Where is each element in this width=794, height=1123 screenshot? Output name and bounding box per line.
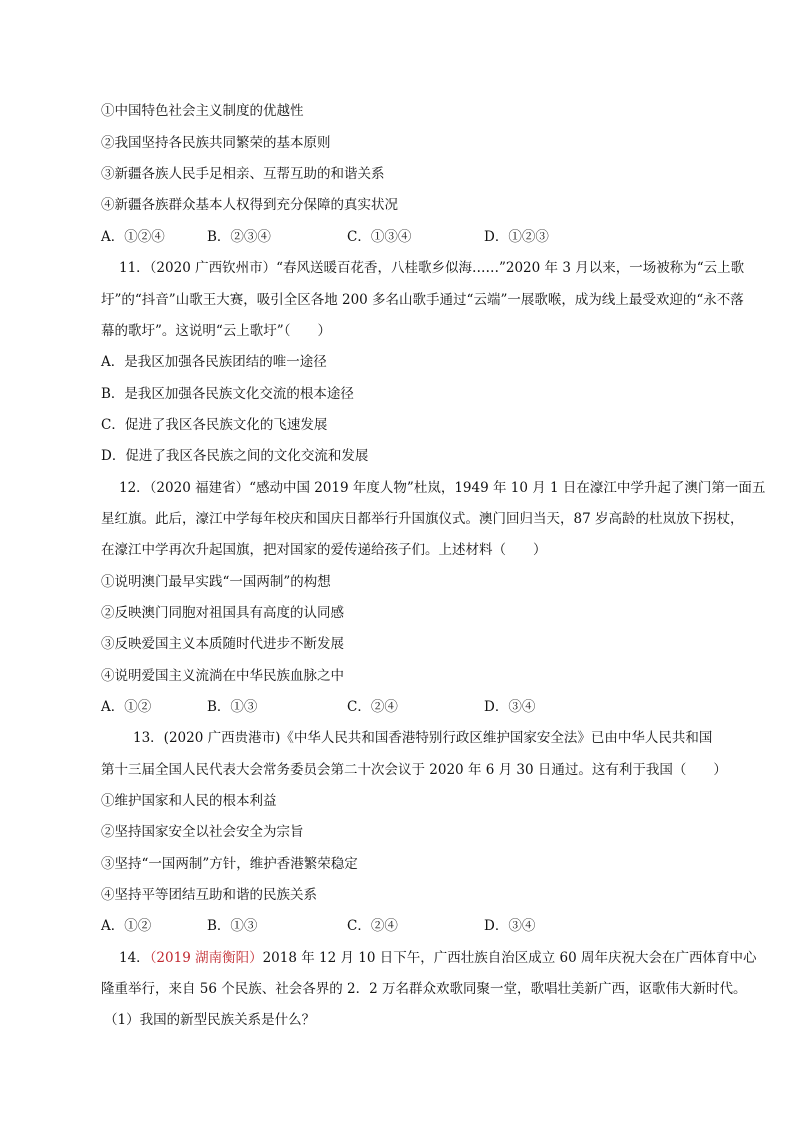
- q11-option-a: A．是我区加强各民族团结的唯一途径: [101, 354, 327, 370]
- q11-stem-line-2: 圩”的“抖音”山歌王大赛，吸引全区各地 200 多名山歌手通过“云端”一展歌喉，成为线上最受欢迎的“永不落: [101, 292, 744, 308]
- q13-item-3: ③坚持“一国两制”方针，维护香港繁荣稳定: [101, 856, 358, 872]
- q12-option-b: B．①③: [207, 699, 258, 715]
- q13-stem-line-1: 13．(2020 广西贵港市)《中华人民共和国香港特别行政区维护国家安全法》已由中华人民共和国: [133, 730, 713, 746]
- q11-stem-line-3: 幕的歌圩”。这说明“云上歌圩”（ ）: [101, 323, 331, 339]
- q10-item-4: ④新疆各族群众基本人权得到充分保障的真实状况: [101, 197, 398, 213]
- q10-option-d: D．①②③: [484, 229, 549, 245]
- q13-option-d: D．③④: [484, 918, 536, 934]
- q12-item-1: ①说明澳门最早实践“一国两制”的构想: [101, 574, 331, 590]
- q10-item-1: ①中国特色社会主义制度的优越性: [101, 103, 304, 119]
- q13-option-a: A．①②: [101, 918, 152, 934]
- q13-option-b: B．①③: [207, 918, 258, 934]
- q10-option-b: B．②③④: [207, 229, 271, 245]
- q12-item-4: ④说明爱国主义流淌在中华民族血脉之中: [101, 668, 344, 684]
- q11-option-c: C．促进了我区各民族文化的飞速发展: [101, 417, 328, 433]
- q13-stem-line-2: 第十三届全国人民代表大会常务委员会第二十次会议于 2020 年 6 月 30 日通过。这有利于我国（ ）: [101, 762, 727, 778]
- q13-item-4: ④坚持平等团结互助和谐的民族关系: [101, 887, 317, 903]
- q11-option-d: D．促进了我区各民族之间的文化交流和发展: [101, 448, 369, 464]
- q10-item-2: ②我国坚持各民族共同繁荣的基本原则: [101, 135, 331, 151]
- q12-option-a: A．①②: [101, 699, 152, 715]
- q12-stem-line-1: 12．（2020 福建省）“感动中国 2019 年度人物”杜岚，1949 年 10 月 1 日在濠江中学升起了澳门第一面五: [119, 480, 766, 496]
- q13-item-2: ②坚持国家安全以社会安全为宗旨: [101, 824, 304, 840]
- q11-option-b: B．是我区加强各民族文化交流的根本途径: [101, 386, 354, 402]
- q10-item-3: ③新疆各族人民手足相亲、互帮互助的和谐关系: [101, 166, 385, 182]
- q14-stem-line-2: 隆重举行，来自 56 个民族、社会各界的 2．2 万名群众欢歌同聚一堂，歌唱壮美新广西，讴歌伟大新时代。: [101, 981, 747, 997]
- q10-option-c: C．①③④: [347, 229, 412, 245]
- q13-item-1: ①维护国家和人民的根本利益: [101, 793, 277, 809]
- q12-stem-line-3: 在濠江中学再次升起国旗，把对国家的爱传递给孩子们。上述材料（ ）: [101, 542, 547, 558]
- q14-stem-rest: 2018 年 12 月 10 日下午，广西壮族自治区成立 60 周年庆祝大会在广西体育中心: [262, 950, 757, 966]
- q12-item-2: ②反映澳门同胞对祖国具有高度的认同感: [101, 605, 344, 621]
- q14-number: 14．: [119, 950, 150, 966]
- q12-option-c: C．②④: [347, 699, 398, 715]
- q14-source: （2019 湖南衡阳）: [149, 950, 263, 966]
- q12-stem-line-2: 星红旗。此后，濠江中学每年校庆和国庆日都举行升国旗仪式。澳门回归当天，87 岁高龄的杜岚放下拐杖，: [101, 511, 744, 527]
- q10-option-a: A．①②④: [101, 229, 165, 245]
- q11-stem-line-1: 11．（2020 广西钦州市）“春风送暖百花香，八桂歌乡似海……”2020 年 3 月以来，一场被称为“云上歌: [119, 260, 745, 276]
- q14-stem-line-1: [119, 948, 757, 968]
- q14-sub-question: （1）我国的新型民族关系是什么？: [104, 1012, 316, 1028]
- q12-option-d: D．③④: [484, 699, 536, 715]
- q12-item-3: ③反映爱国主义本质随时代进步不断发展: [101, 636, 344, 652]
- q13-option-c: C．②④: [347, 918, 398, 934]
